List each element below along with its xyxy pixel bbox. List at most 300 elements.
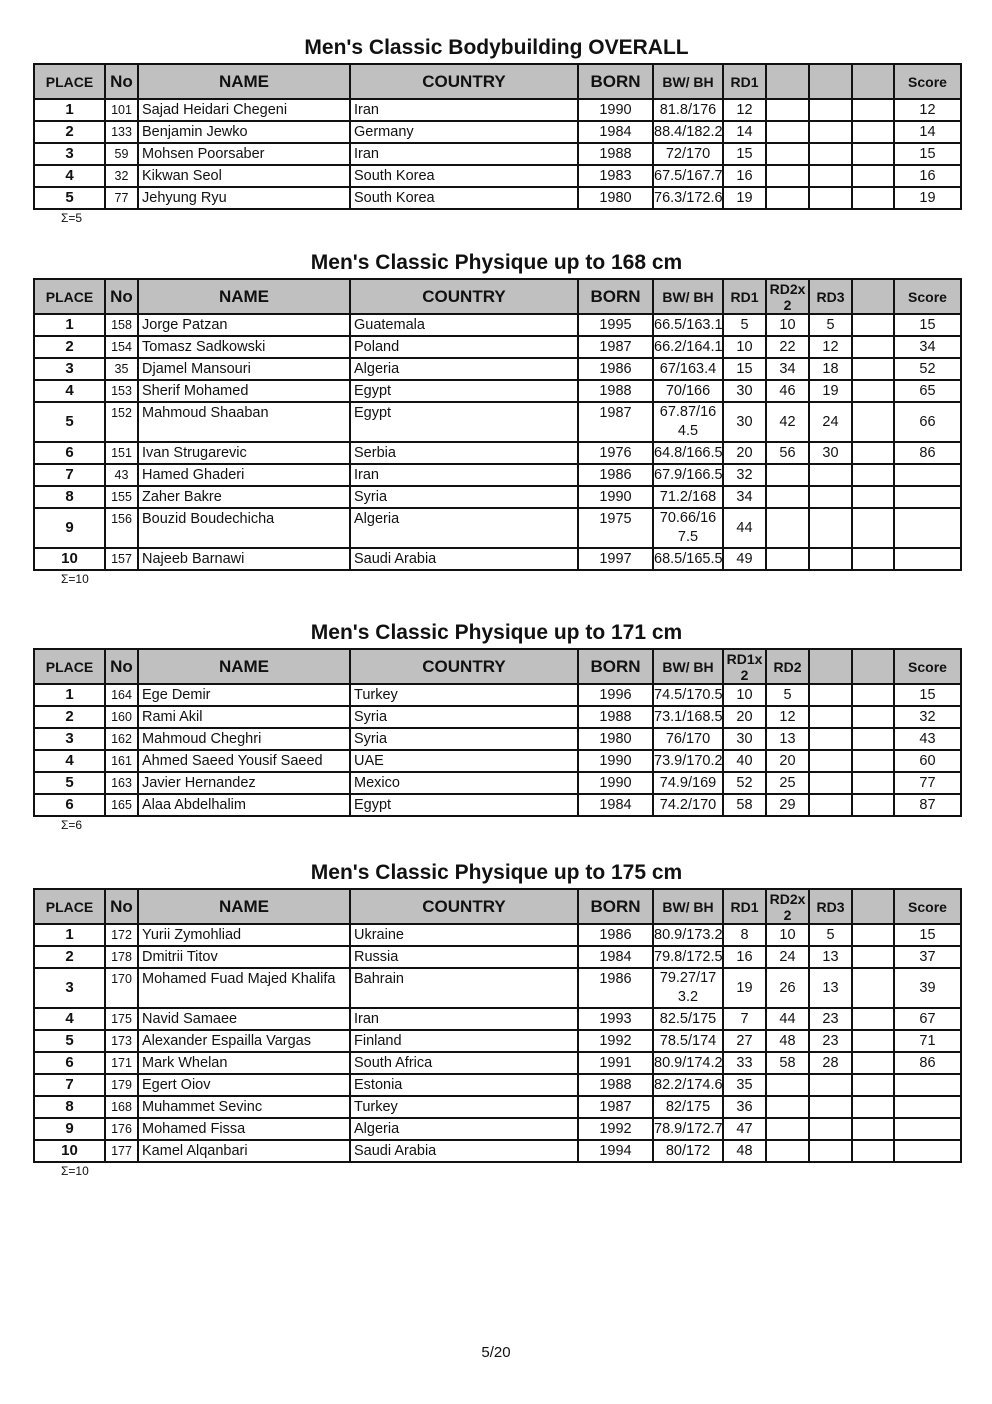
cell-score: 32 <box>894 706 961 728</box>
cell-round-1: 47 <box>723 1118 766 1140</box>
cell-round-1: 15 <box>723 143 766 165</box>
cell-round-1: 7 <box>723 1008 766 1030</box>
column-header-round-3: RD3 <box>809 889 852 924</box>
cell-country: Iran <box>350 464 578 486</box>
cell-round-1: 10 <box>723 336 766 358</box>
cell-round-3: 5 <box>809 924 852 946</box>
column-header-round-1: RD1x 2 <box>723 649 766 684</box>
cell-round-1: 27 <box>723 1030 766 1052</box>
cell-round-extra <box>852 1074 894 1096</box>
cell-round-extra <box>852 1096 894 1118</box>
cell-country: Ukraine <box>350 924 578 946</box>
cell-country: Estonia <box>350 1074 578 1096</box>
participant-count: Σ=5 <box>61 211 83 225</box>
cell-born: 1988 <box>578 706 653 728</box>
cell-bw-bh: 88.4/182.2 <box>653 121 723 143</box>
cell-bw-bh: 76.3/172.6 <box>653 187 723 209</box>
table-row <box>34 187 961 209</box>
cell-place: 3 <box>34 143 105 165</box>
cell-name: Najeeb Barnawi <box>138 548 350 570</box>
cell-born: 1983 <box>578 165 653 187</box>
cell-round-3: 30 <box>809 442 852 464</box>
cell-born: 1992 <box>578 1118 653 1140</box>
cell-born: 1987 <box>578 402 653 442</box>
cell-number: 160 <box>105 706 138 728</box>
cell-number: 59 <box>105 143 138 165</box>
cell-born: 1975 <box>578 508 653 548</box>
cell-born: 1984 <box>578 794 653 816</box>
cell-country: Syria <box>350 728 578 750</box>
cell-round-1: 20 <box>723 706 766 728</box>
cell-round-2 <box>766 1074 809 1096</box>
cell-bw-bh: 82/175 <box>653 1096 723 1118</box>
cell-round-extra <box>852 380 894 402</box>
cell-score: 86 <box>894 1052 961 1074</box>
cell-country: Guatemala <box>350 314 578 336</box>
cell-country: Finland <box>350 1030 578 1052</box>
cell-bw-bh: 64.8/166.5 <box>653 442 723 464</box>
cell-round-1: 48 <box>723 1140 766 1162</box>
cell-round-3: 28 <box>809 1052 852 1074</box>
cell-born: 1988 <box>578 1074 653 1096</box>
cell-place: 3 <box>34 968 105 1008</box>
cell-round-2 <box>766 464 809 486</box>
column-header-round-1: RD1 <box>723 889 766 924</box>
cell-score: 34 <box>894 336 961 358</box>
column-header-name: NAME <box>138 889 350 924</box>
cell-round-extra <box>852 336 894 358</box>
cell-number: 175 <box>105 1008 138 1030</box>
cell-bw-bh: 81.8/176 <box>653 99 723 121</box>
cell-round-2: 26 <box>766 968 809 1008</box>
cell-born: 1990 <box>578 486 653 508</box>
cell-round-2: 42 <box>766 402 809 442</box>
cell-bw-bh: 73.1/168.5 <box>653 706 723 728</box>
cell-place: 6 <box>34 794 105 816</box>
table-row <box>34 946 961 968</box>
cell-place: 2 <box>34 946 105 968</box>
table-row <box>34 728 961 750</box>
cell-born: 1995 <box>578 314 653 336</box>
cell-score: 52 <box>894 358 961 380</box>
cell-bw-bh: 66.5/163.1 <box>653 314 723 336</box>
column-header-country: COUNTRY <box>350 64 578 99</box>
cell-bw-bh: 80.9/174.2 <box>653 1052 723 1074</box>
cell-round-extra <box>852 946 894 968</box>
cell-country: Poland <box>350 336 578 358</box>
cell-name: Mahmoud Cheghri <box>138 728 350 750</box>
cell-round-2 <box>766 1140 809 1162</box>
column-header-bw-bh: BW/ BH <box>653 279 723 314</box>
cell-score: 16 <box>894 165 961 187</box>
cell-place: 4 <box>34 1008 105 1030</box>
cell-round-1: 10 <box>723 684 766 706</box>
cell-round-extra <box>852 728 894 750</box>
cell-country: Iran <box>350 99 578 121</box>
cell-number: 173 <box>105 1030 138 1052</box>
cell-place: 6 <box>34 442 105 464</box>
cell-score <box>894 1118 961 1140</box>
cell-number: 177 <box>105 1140 138 1162</box>
cell-round-3 <box>809 508 852 548</box>
page-number: 5/20 <box>481 1344 511 1361</box>
cell-score <box>894 508 961 548</box>
table-header-row <box>34 279 961 314</box>
cell-place: 4 <box>34 750 105 772</box>
table-row <box>34 1118 961 1140</box>
cell-number: 158 <box>105 314 138 336</box>
table-header-row <box>34 649 961 684</box>
cell-round-3 <box>809 684 852 706</box>
cell-name: Jorge Patzan <box>138 314 350 336</box>
cell-country: UAE <box>350 750 578 772</box>
results-section <box>33 858 960 1179</box>
cell-country: Saudi Arabia <box>350 548 578 570</box>
cell-name: Alexander Espailla Vargas <box>138 1030 350 1052</box>
column-header-name: NAME <box>138 64 350 99</box>
cell-name: Javier Hernandez <box>138 772 350 794</box>
cell-round-2: 10 <box>766 924 809 946</box>
cell-bw-bh: 78.9/172.7 <box>653 1118 723 1140</box>
cell-score: 71 <box>894 1030 961 1052</box>
cell-bw-bh: 73.9/170.2 <box>653 750 723 772</box>
cell-bw-bh: 67.5/167.7 <box>653 165 723 187</box>
cell-bw-bh: 80/172 <box>653 1140 723 1162</box>
cell-round-extra <box>852 924 894 946</box>
section-title: Men's Classic Physique up to 175 cm <box>310 861 683 884</box>
cell-number: 152 <box>105 402 138 442</box>
cell-round-3 <box>809 1140 852 1162</box>
cell-round-extra <box>852 706 894 728</box>
cell-born: 1986 <box>578 464 653 486</box>
cell-number: 153 <box>105 380 138 402</box>
table-row <box>34 99 961 121</box>
cell-round-2 <box>766 1096 809 1118</box>
cell-born: 1993 <box>578 1008 653 1030</box>
table-header-row <box>34 64 961 99</box>
cell-born: 1986 <box>578 968 653 1008</box>
cell-number: 133 <box>105 121 138 143</box>
cell-round-2 <box>766 508 809 548</box>
column-header-round-3 <box>809 64 852 99</box>
section-title: Men's Classic Physique up to 171 cm <box>310 621 683 644</box>
column-header-bw-bh: BW/ BH <box>653 64 723 99</box>
cell-round-3: 12 <box>809 336 852 358</box>
cell-score: 19 <box>894 187 961 209</box>
cell-born: 1997 <box>578 548 653 570</box>
cell-name: Bouzid Boudechicha <box>138 508 350 548</box>
cell-name: Ivan Strugarevic <box>138 442 350 464</box>
cell-born: 1986 <box>578 924 653 946</box>
cell-born: 1988 <box>578 380 653 402</box>
column-header-born: BORN <box>578 279 653 314</box>
cell-round-3: 5 <box>809 314 852 336</box>
cell-round-2: 56 <box>766 442 809 464</box>
cell-born: 1990 <box>578 750 653 772</box>
cell-round-2: 46 <box>766 380 809 402</box>
cell-name: Tomasz Sadkowski <box>138 336 350 358</box>
cell-place: 3 <box>34 728 105 750</box>
cell-name: Mark Whelan <box>138 1052 350 1074</box>
cell-score: 14 <box>894 121 961 143</box>
cell-number: 101 <box>105 99 138 121</box>
table-row <box>34 924 961 946</box>
cell-place: 10 <box>34 548 105 570</box>
cell-round-2 <box>766 548 809 570</box>
cell-place: 8 <box>34 486 105 508</box>
cell-country: Syria <box>350 486 578 508</box>
cell-number: 155 <box>105 486 138 508</box>
cell-name: Ege Demir <box>138 684 350 706</box>
cell-round-3: 13 <box>809 968 852 1008</box>
cell-bw-bh: 80.9/173.2 <box>653 924 723 946</box>
cell-bw-bh: 71.2/168 <box>653 486 723 508</box>
cell-round-3 <box>809 99 852 121</box>
cell-score: 87 <box>894 794 961 816</box>
table-row <box>34 508 961 548</box>
cell-round-1: 16 <box>723 946 766 968</box>
cell-place: 2 <box>34 336 105 358</box>
column-header-number: No <box>105 649 138 684</box>
cell-round-extra <box>852 1052 894 1074</box>
section-title: Men's Classic Bodybuilding OVERALL <box>304 36 689 59</box>
cell-country: South Korea <box>350 165 578 187</box>
cell-number: 35 <box>105 358 138 380</box>
cell-score: 67 <box>894 1008 961 1030</box>
cell-name: Sajad Heidari Chegeni <box>138 99 350 121</box>
column-header-place: PLACE <box>34 64 105 99</box>
results-table <box>33 278 962 571</box>
cell-born: 1988 <box>578 143 653 165</box>
cell-score <box>894 1074 961 1096</box>
cell-round-3 <box>809 143 852 165</box>
cell-round-1: 5 <box>723 314 766 336</box>
cell-round-extra <box>852 508 894 548</box>
cell-round-extra <box>852 187 894 209</box>
results-section <box>33 618 960 833</box>
cell-round-extra <box>852 442 894 464</box>
cell-round-3 <box>809 728 852 750</box>
cell-score: 77 <box>894 772 961 794</box>
cell-round-1: 30 <box>723 380 766 402</box>
cell-round-3: 19 <box>809 380 852 402</box>
cell-score: 60 <box>894 750 961 772</box>
cell-number: 32 <box>105 165 138 187</box>
cell-born: 1986 <box>578 358 653 380</box>
cell-round-3 <box>809 187 852 209</box>
table-row <box>34 442 961 464</box>
cell-number: 156 <box>105 508 138 548</box>
cell-number: 157 <box>105 548 138 570</box>
table-row <box>34 968 961 1008</box>
cell-country: Turkey <box>350 684 578 706</box>
cell-round-extra <box>852 121 894 143</box>
cell-country: Turkey <box>350 1096 578 1118</box>
cell-place: 4 <box>34 165 105 187</box>
cell-round-1: 20 <box>723 442 766 464</box>
cell-place: 10 <box>34 1140 105 1162</box>
cell-name: Rami Akil <box>138 706 350 728</box>
cell-score <box>894 464 961 486</box>
cell-country: Iran <box>350 1008 578 1030</box>
cell-bw-bh: 74.5/170.5 <box>653 684 723 706</box>
table-row <box>34 486 961 508</box>
cell-score <box>894 548 961 570</box>
cell-country: Saudi Arabia <box>350 1140 578 1162</box>
cell-born: 1992 <box>578 1030 653 1052</box>
cell-round-3: 24 <box>809 402 852 442</box>
cell-place: 5 <box>34 402 105 442</box>
cell-bw-bh: 78.5/174 <box>653 1030 723 1052</box>
cell-bw-bh: 68.5/165.5 <box>653 548 723 570</box>
cell-number: 77 <box>105 187 138 209</box>
cell-country: Serbia <box>350 442 578 464</box>
cell-bw-bh: 67/163.4 <box>653 358 723 380</box>
cell-number: 43 <box>105 464 138 486</box>
cell-round-3 <box>809 1096 852 1118</box>
participant-count: Σ=10 <box>61 572 89 586</box>
column-header-bw-bh: BW/ BH <box>653 649 723 684</box>
cell-round-3: 23 <box>809 1008 852 1030</box>
cell-born: 1984 <box>578 121 653 143</box>
cell-born: 1990 <box>578 99 653 121</box>
cell-round-2 <box>766 187 809 209</box>
cell-name: Yurii Zymohliad <box>138 924 350 946</box>
cell-country: Iran <box>350 143 578 165</box>
cell-place: 1 <box>34 314 105 336</box>
table-row <box>34 165 961 187</box>
table-row <box>34 402 961 442</box>
cell-round-extra <box>852 165 894 187</box>
column-header-round-2: RD2 <box>766 649 809 684</box>
cell-bw-bh: 70.66/167.5 <box>653 508 723 548</box>
cell-place: 6 <box>34 1052 105 1074</box>
cell-score <box>894 1096 961 1118</box>
cell-country: Mexico <box>350 772 578 794</box>
table-row <box>34 1052 961 1074</box>
cell-place: 7 <box>34 464 105 486</box>
column-header-name: NAME <box>138 279 350 314</box>
cell-number: 161 <box>105 750 138 772</box>
column-header-name: NAME <box>138 649 350 684</box>
cell-place: 2 <box>34 706 105 728</box>
cell-round-2: 58 <box>766 1052 809 1074</box>
table-row <box>34 1140 961 1162</box>
cell-round-2 <box>766 121 809 143</box>
table-row <box>34 314 961 336</box>
cell-name: Muhammet Sevinc <box>138 1096 350 1118</box>
cell-name: Navid Samaee <box>138 1008 350 1030</box>
cell-round-1: 36 <box>723 1096 766 1118</box>
cell-place: 5 <box>34 1030 105 1052</box>
cell-bw-bh: 82.2/174.6 <box>653 1074 723 1096</box>
cell-round-2: 20 <box>766 750 809 772</box>
cell-born: 1987 <box>578 1096 653 1118</box>
cell-name: Alaa Abdelhalim <box>138 794 350 816</box>
cell-round-1: 58 <box>723 794 766 816</box>
column-header-round-extra <box>852 889 894 924</box>
cell-round-1: 12 <box>723 99 766 121</box>
cell-round-extra <box>852 772 894 794</box>
cell-score: 39 <box>894 968 961 1008</box>
column-header-born: BORN <box>578 649 653 684</box>
cell-round-1: 49 <box>723 548 766 570</box>
cell-bw-bh: 67.9/166.5 <box>653 464 723 486</box>
cell-country: Egypt <box>350 380 578 402</box>
cell-score: 15 <box>894 684 961 706</box>
cell-round-extra <box>852 1140 894 1162</box>
cell-name: Kamel Alqanbari <box>138 1140 350 1162</box>
cell-bw-bh: 74.2/170 <box>653 794 723 816</box>
cell-country: Egypt <box>350 402 578 442</box>
column-header-country: COUNTRY <box>350 279 578 314</box>
cell-round-2: 22 <box>766 336 809 358</box>
cell-round-2: 12 <box>766 706 809 728</box>
cell-born: 1996 <box>578 684 653 706</box>
cell-round-1: 32 <box>723 464 766 486</box>
participant-count: Σ=6 <box>61 818 83 832</box>
table-row <box>34 464 961 486</box>
cell-place: 3 <box>34 358 105 380</box>
cell-name: Mohamed Fissa <box>138 1118 350 1140</box>
cell-score: 66 <box>894 402 961 442</box>
cell-name: Mohsen Poorsaber <box>138 143 350 165</box>
cell-round-2 <box>766 1118 809 1140</box>
cell-place: 7 <box>34 1074 105 1096</box>
cell-round-3 <box>809 772 852 794</box>
column-header-round-1: RD1 <box>723 64 766 99</box>
cell-round-extra <box>852 358 894 380</box>
cell-bw-bh: 70/166 <box>653 380 723 402</box>
cell-number: 172 <box>105 924 138 946</box>
cell-round-2: 48 <box>766 1030 809 1052</box>
cell-place: 5 <box>34 772 105 794</box>
column-header-country: COUNTRY <box>350 889 578 924</box>
cell-round-extra <box>852 684 894 706</box>
cell-country: Syria <box>350 706 578 728</box>
cell-name: Zaher Bakre <box>138 486 350 508</box>
cell-born: 1987 <box>578 336 653 358</box>
cell-name: Kikwan Seol <box>138 165 350 187</box>
cell-number: 170 <box>105 968 138 1008</box>
cell-round-extra <box>852 402 894 442</box>
cell-born: 1984 <box>578 946 653 968</box>
cell-born: 1976 <box>578 442 653 464</box>
cell-country: South Korea <box>350 187 578 209</box>
cell-score <box>894 1140 961 1162</box>
column-header-round-extra <box>852 279 894 314</box>
cell-round-1: 14 <box>723 121 766 143</box>
cell-bw-bh: 67.87/164.5 <box>653 402 723 442</box>
cell-round-1: 19 <box>723 187 766 209</box>
column-header-number: No <box>105 279 138 314</box>
cell-score: 65 <box>894 380 961 402</box>
cell-bw-bh: 74.9/169 <box>653 772 723 794</box>
column-header-country: COUNTRY <box>350 649 578 684</box>
cell-number: 154 <box>105 336 138 358</box>
cell-round-extra <box>852 464 894 486</box>
cell-round-extra <box>852 1008 894 1030</box>
cell-round-1: 30 <box>723 402 766 442</box>
cell-round-3 <box>809 121 852 143</box>
cell-round-extra <box>852 486 894 508</box>
cell-round-extra <box>852 968 894 1008</box>
column-header-place: PLACE <box>34 889 105 924</box>
table-row <box>34 750 961 772</box>
cell-score: 37 <box>894 946 961 968</box>
cell-place: 5 <box>34 187 105 209</box>
cell-name: Djamel Mansouri <box>138 358 350 380</box>
